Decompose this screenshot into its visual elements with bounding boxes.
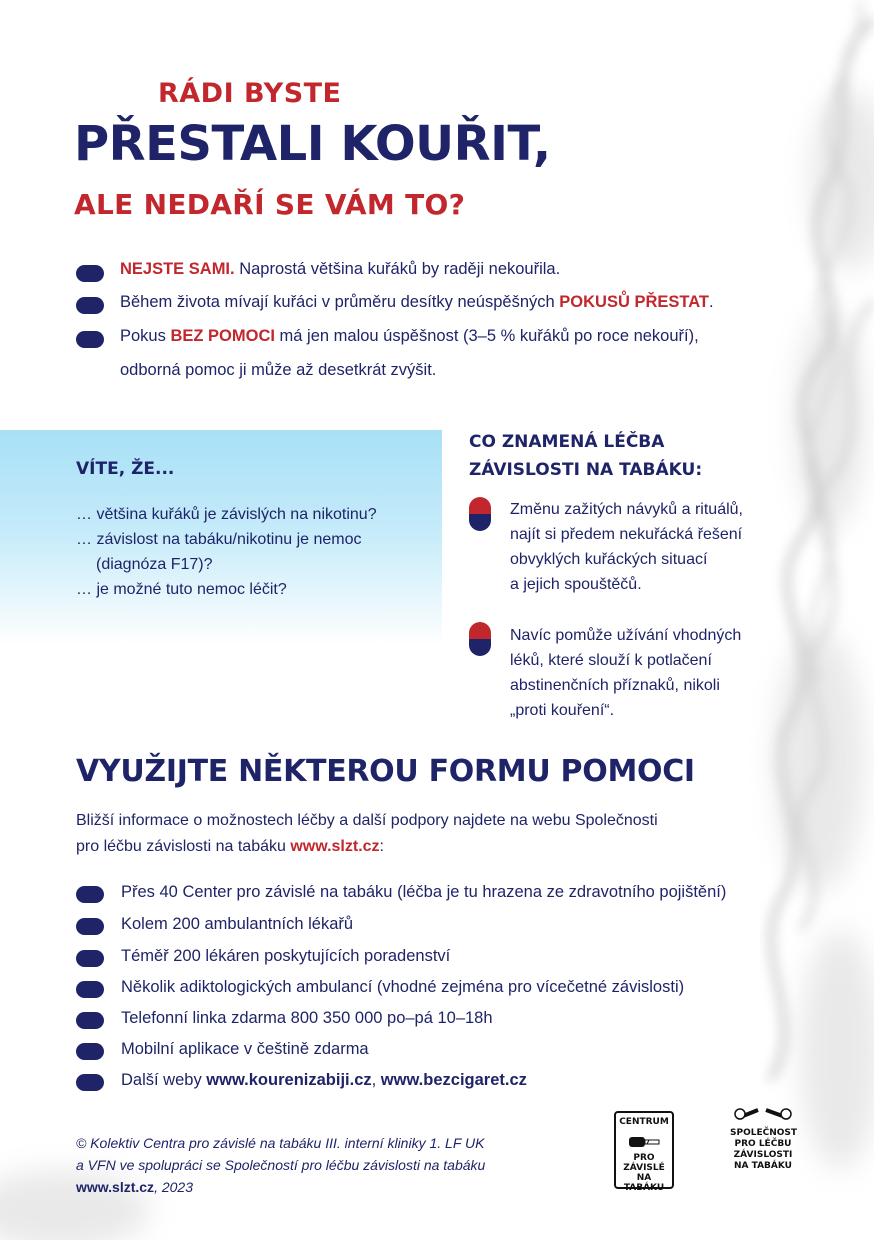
bullet-pill-icon xyxy=(76,331,104,348)
capsule-icon xyxy=(469,622,491,656)
help-item-1: Přes 40 Center pro závislé na tabáku (léčba je tu hrazena ze zdravotního pojištění) xyxy=(121,883,727,901)
kourenizabiji-link[interactable]: www.kourenizabiji.cz xyxy=(206,1071,372,1089)
help-heading: VYUŽIJTE NĚKTEROU FORMU POMOCI xyxy=(76,754,695,789)
treatment-item-1 xyxy=(510,497,743,597)
bullet-pill-icon xyxy=(76,265,104,282)
did-you-know-heading: VÍTE, ŽE... xyxy=(76,459,175,479)
help-intro-line1: Bližší informace o možnostech léčby a další podpory najdete na webu Společnosti xyxy=(76,812,658,829)
footer-line2: a VFN ve spolupráci se Společností pro léčbu závislosti na tabáku xyxy=(76,1157,486,1173)
fact-2-text: Během života mívají kuřáci v průměru desítky neúspěšných xyxy=(120,293,560,311)
help-item-7 xyxy=(121,1071,527,1090)
help-item-2: Kolem 200 ambulantních lékařů xyxy=(121,915,354,933)
fact-3-line2: odborná pomoc ji může až desetkrát zvýšit. xyxy=(120,361,437,379)
capsule-icon xyxy=(469,497,491,531)
footer-line1: © Kolektiv Centra pro závislé na tabáku III. interní kliniky 1. LF UK xyxy=(76,1135,485,1151)
fact-1-text: Naprostá většina kuřáků by raději nekouřila. xyxy=(234,260,561,278)
sub-title: ALE NEDAŘÍ SE VÁM TO? xyxy=(74,188,466,221)
footer-slzt-link[interactable]: www.slzt.cz xyxy=(76,1179,155,1195)
fact-3-bold: BEZ POMOCI xyxy=(170,327,275,345)
help-item-7-text: Další weby xyxy=(121,1071,207,1089)
fact-3-text: Pokus xyxy=(120,327,171,345)
help-intro-line2 xyxy=(76,834,658,860)
fact-3-after: má jen malou úspěšnost (3–5 % kuřáků po roce nekouří), xyxy=(274,327,699,345)
slzt-link[interactable]: www.slzt.cz xyxy=(290,838,380,855)
treatment-item-1-line: a jejich spouštěčů. xyxy=(510,576,642,593)
treatment-item-2-line: Navíc pomůže užívání vhodných xyxy=(510,627,742,644)
fact-2-after: . xyxy=(709,293,714,311)
bezcigaret-link[interactable]: www.bezcigaret.cz xyxy=(380,1071,527,1089)
bullet-pill-icon xyxy=(76,1043,104,1060)
help-intro-text: pro léčbu závislosti na tabáku xyxy=(76,838,291,855)
spolecnost-logo-line: SPOLEČNOST xyxy=(730,1128,798,1138)
fact-1-bold: NEJSTE SAMI. xyxy=(120,260,235,278)
spolecnost-logo-line: NA TABÁKU xyxy=(734,1161,792,1171)
bullet-pill-icon xyxy=(76,918,104,935)
help-item-3: Téměř 200 lékáren poskytujících poradenství xyxy=(121,947,451,965)
help-intro xyxy=(76,808,658,860)
pre-title: RÁDI BYSTE xyxy=(158,78,342,109)
bullet-pill-icon xyxy=(76,297,104,314)
centrum-logo-line: PRO ZÁVISLÉ xyxy=(623,1153,665,1173)
help-item-7-sep: , xyxy=(371,1071,381,1089)
help-item-6: Mobilní aplikace v češtině zdarma xyxy=(121,1040,369,1058)
fact-2 xyxy=(120,293,714,312)
help-item-5: Telefonní linka zdarma 800 350 000 po–pá 10–18h xyxy=(121,1009,493,1027)
footer-line3 xyxy=(76,1176,485,1198)
spolecnost-logo-line: PRO LÉČBU xyxy=(734,1139,792,1149)
question-2-cont: (diagnóza F17)? xyxy=(96,556,213,573)
centrum-logo-line: NA TABÁKU xyxy=(623,1173,665,1193)
footer-credit xyxy=(76,1132,485,1198)
footer-year: , 2023 xyxy=(154,1179,193,1195)
spolecnost-logo-line: ZÁVISLOSTI xyxy=(733,1150,793,1160)
fact-3 xyxy=(120,327,699,346)
bullet-pill-icon xyxy=(76,886,104,903)
broken-cigarette-icon xyxy=(730,1100,796,1124)
treatment-item-2-line: léků, které slouží k potlačení xyxy=(510,652,712,669)
treatment-item-1-line: najít si předem nekuřácká řešení xyxy=(510,526,743,543)
help-intro-colon: : xyxy=(379,838,384,855)
treatment-heading-2: ZÁVISLOSTI NA TABÁKU: xyxy=(469,460,703,480)
treatment-item-1-line: Změnu zažitých návyků a rituálů, xyxy=(510,501,743,518)
bullet-pill-icon xyxy=(76,1074,104,1091)
question-3: … je možné tuto nemoc léčit? xyxy=(76,581,287,598)
bullet-pill-icon xyxy=(76,981,104,998)
spolecnost-logo xyxy=(730,1100,796,1172)
treatment-item-1-line: obvyklých kuřáckých situací xyxy=(510,551,708,568)
question-2: … závislost na tabáku/nikotinu je nemoc xyxy=(76,531,362,548)
centrum-logo-line: CENTRUM xyxy=(619,1117,669,1127)
treatment-item-2 xyxy=(510,623,741,723)
page-title: PŘESTALI KOUŘIT, xyxy=(74,116,551,172)
bullet-pill-icon xyxy=(76,1012,104,1029)
help-item-4: Několik adiktologických ambulancí (vhodné zejména pro vícečetné závislosti) xyxy=(121,978,685,996)
fist-cigarette-icon xyxy=(627,1129,661,1151)
fact-2-bold: POKUSŮ PŘESTAT xyxy=(559,293,710,311)
question-1: … většina kuřáků je závislých na nikotinu? xyxy=(76,506,377,523)
treatment-heading-1: CO ZNAMENÁ LÉČBA xyxy=(469,432,665,452)
treatment-item-2-line: „proti kouření“. xyxy=(510,702,615,719)
centrum-logo xyxy=(614,1111,674,1193)
fact-1 xyxy=(120,260,560,279)
treatment-item-2-line: abstinenčních příznaků, nikoli xyxy=(510,677,720,694)
bullet-pill-icon xyxy=(76,950,104,967)
